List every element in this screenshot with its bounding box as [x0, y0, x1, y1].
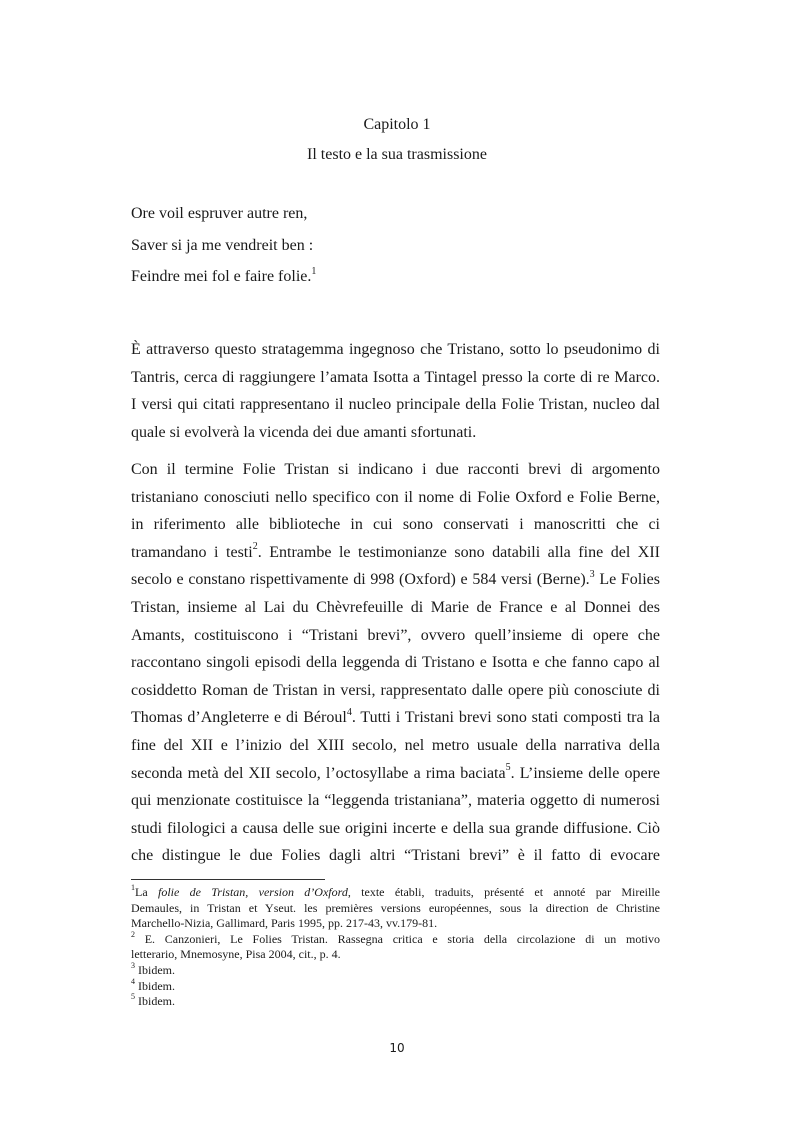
paragraph-line — [131, 704, 660, 732]
footnote-1 — [131, 885, 660, 932]
footnote-3 — [131, 960, 660, 979]
paragraph-line: Tristan, insieme al Lai du Chèvrefeuille di Marie de France e al Donnei des — [131, 598, 660, 616]
paragraph-line — [131, 760, 660, 788]
footnote-ref[interactable]: 3 — [589, 569, 595, 581]
footnote-ref[interactable]: 2 — [252, 541, 258, 553]
paragraph-line: studi filologici a causa delle sue origini incerte e della sua grande diffusione. Ciò — [131, 819, 660, 837]
footnote-line: letterario, Mnemosyne, Pisa 2004, cit., p. 4. — [131, 947, 341, 962]
paragraph-line: Amants, costituiscono i “Tristani brevi”, ovvero quell’insieme di opere che — [131, 626, 660, 644]
paragraph-line: Con il termine Folie Tristan si indicano i due racconti brevi di argomento — [131, 461, 660, 478]
footnote-5 — [131, 994, 660, 1010]
footnote-line — [131, 929, 660, 948]
paragraph-line: tristaniano conosciuti nello specifico con il nome di Folie Oxford e Folie Berne, — [131, 488, 660, 506]
paragraph-line: Tantris, cerca di raggiungere l’amata Isotta a Tintagel presso la corte di re Marco. — [131, 368, 660, 386]
text-run: . L’insieme delle opere — [510, 764, 660, 782]
text-run: . Entrambe le testimonianze sono databili alla fine del XII — [257, 543, 660, 561]
paragraph-line: fine del XII e l’inizio del XIII secolo, nel metro usuale della narrativa della — [131, 736, 660, 754]
verse-text: Feindre mei fol e faire folie. — [131, 268, 312, 285]
paragraph-2 — [131, 456, 660, 870]
footnotes — [131, 885, 660, 1010]
paragraph-line — [131, 539, 660, 567]
footnote-ref[interactable]: 1 — [311, 265, 317, 277]
footnote-divider — [131, 879, 325, 880]
footnote-number: 1 — [131, 883, 135, 892]
footnote-number: 5 — [131, 992, 135, 1002]
footnote-number: 3 — [131, 960, 135, 970]
text-run: Thomas d’Angleterre e di Béroul — [131, 709, 347, 727]
paragraph-line: cosiddetto Roman de Tristan in versi, rappresentato dalle opere più conosciute di — [131, 681, 660, 699]
text-run: Ibidem. — [135, 994, 175, 1009]
text-run: seconda metà del XII secolo, l’octosyllabe a rima baciata — [131, 764, 506, 782]
text-run: , texte établi, traduits, présenté et annoté par Mireille — [347, 885, 661, 899]
paragraph-line: I versi qui citati rappresentano il nucleo principale della Folie Tristan, nucleo dal — [131, 396, 660, 414]
chapter-label: Capitolo 1 — [363, 116, 431, 133]
text-run: Le Folies — [594, 571, 661, 589]
footnote-line — [131, 960, 660, 979]
footnote-number: 2 — [131, 929, 135, 939]
paragraph-line: quale si evolverà la vicenda dei due amanti sfortunati. — [131, 423, 477, 441]
text-run: Ibidem. — [135, 962, 175, 977]
text-run: Ibidem. — [135, 978, 175, 993]
footnote-ref[interactable]: 5 — [505, 762, 511, 774]
paragraph-line: in riferimento alle biblioteche in cui sono conservati i manoscritti che ci — [131, 516, 660, 534]
footnote-ref[interactable]: 4 — [346, 707, 352, 719]
text-run: . Tutti i Tristani brevi sono stati composti tra la — [351, 709, 661, 727]
text-run: tramandano i testi — [131, 543, 253, 561]
paragraph-1 — [131, 336, 660, 446]
footnote-line: Demaules, in Tristan et Yseut. les premières versions européennes, sous la direction de Christine — [131, 900, 660, 915]
text-run: secolo e constano rispettivamente di 998 (Oxford) e 584 versi (Berne). — [131, 571, 590, 589]
footnote-line — [131, 994, 660, 1010]
footnote-number: 4 — [131, 976, 135, 986]
footnote-line: Marchello-Nizia, Gallimard, Paris 1995, pp. 217-43, vv.179-81. — [131, 916, 438, 931]
text-run: La — [135, 885, 158, 899]
verse-line — [131, 265, 317, 286]
paragraph-line: È attraverso questo stratagemma ingegnoso che Tristano, sotto lo pseudonimo di — [131, 341, 660, 358]
verse-line: Ore voil espruver autre ren, — [131, 205, 308, 222]
page-number: 10 — [389, 1041, 405, 1055]
paragraph-line — [131, 566, 660, 594]
text-run: E. Canzonieri, Le Folies Tristan. Rassegna critica e storia della circolazione di un motivo — [135, 931, 660, 946]
footnote-line — [131, 976, 660, 995]
footnote-2 — [131, 929, 660, 963]
paragraph-line: qui menzionate costituisce la “leggenda tristaniana”, materia oggetto di numerosi — [131, 792, 660, 810]
footnote-line — [131, 885, 660, 901]
paragraph-line: raccontano singoli episodi della leggenda di Tristano e Isotta e che fanno capo al — [131, 654, 660, 672]
italic-title: folie de Tristan, version d’Oxford — [157, 885, 348, 899]
verse-line: Saver si ja me vendreit ben : — [131, 237, 314, 254]
chapter-title: Il testo e la sua trasmissione — [307, 146, 487, 163]
paragraph-line: che distingue le due Folies dagli altri “Tristani brevi” è il fatto di evocare — [131, 847, 660, 865]
footnote-4 — [131, 976, 660, 995]
